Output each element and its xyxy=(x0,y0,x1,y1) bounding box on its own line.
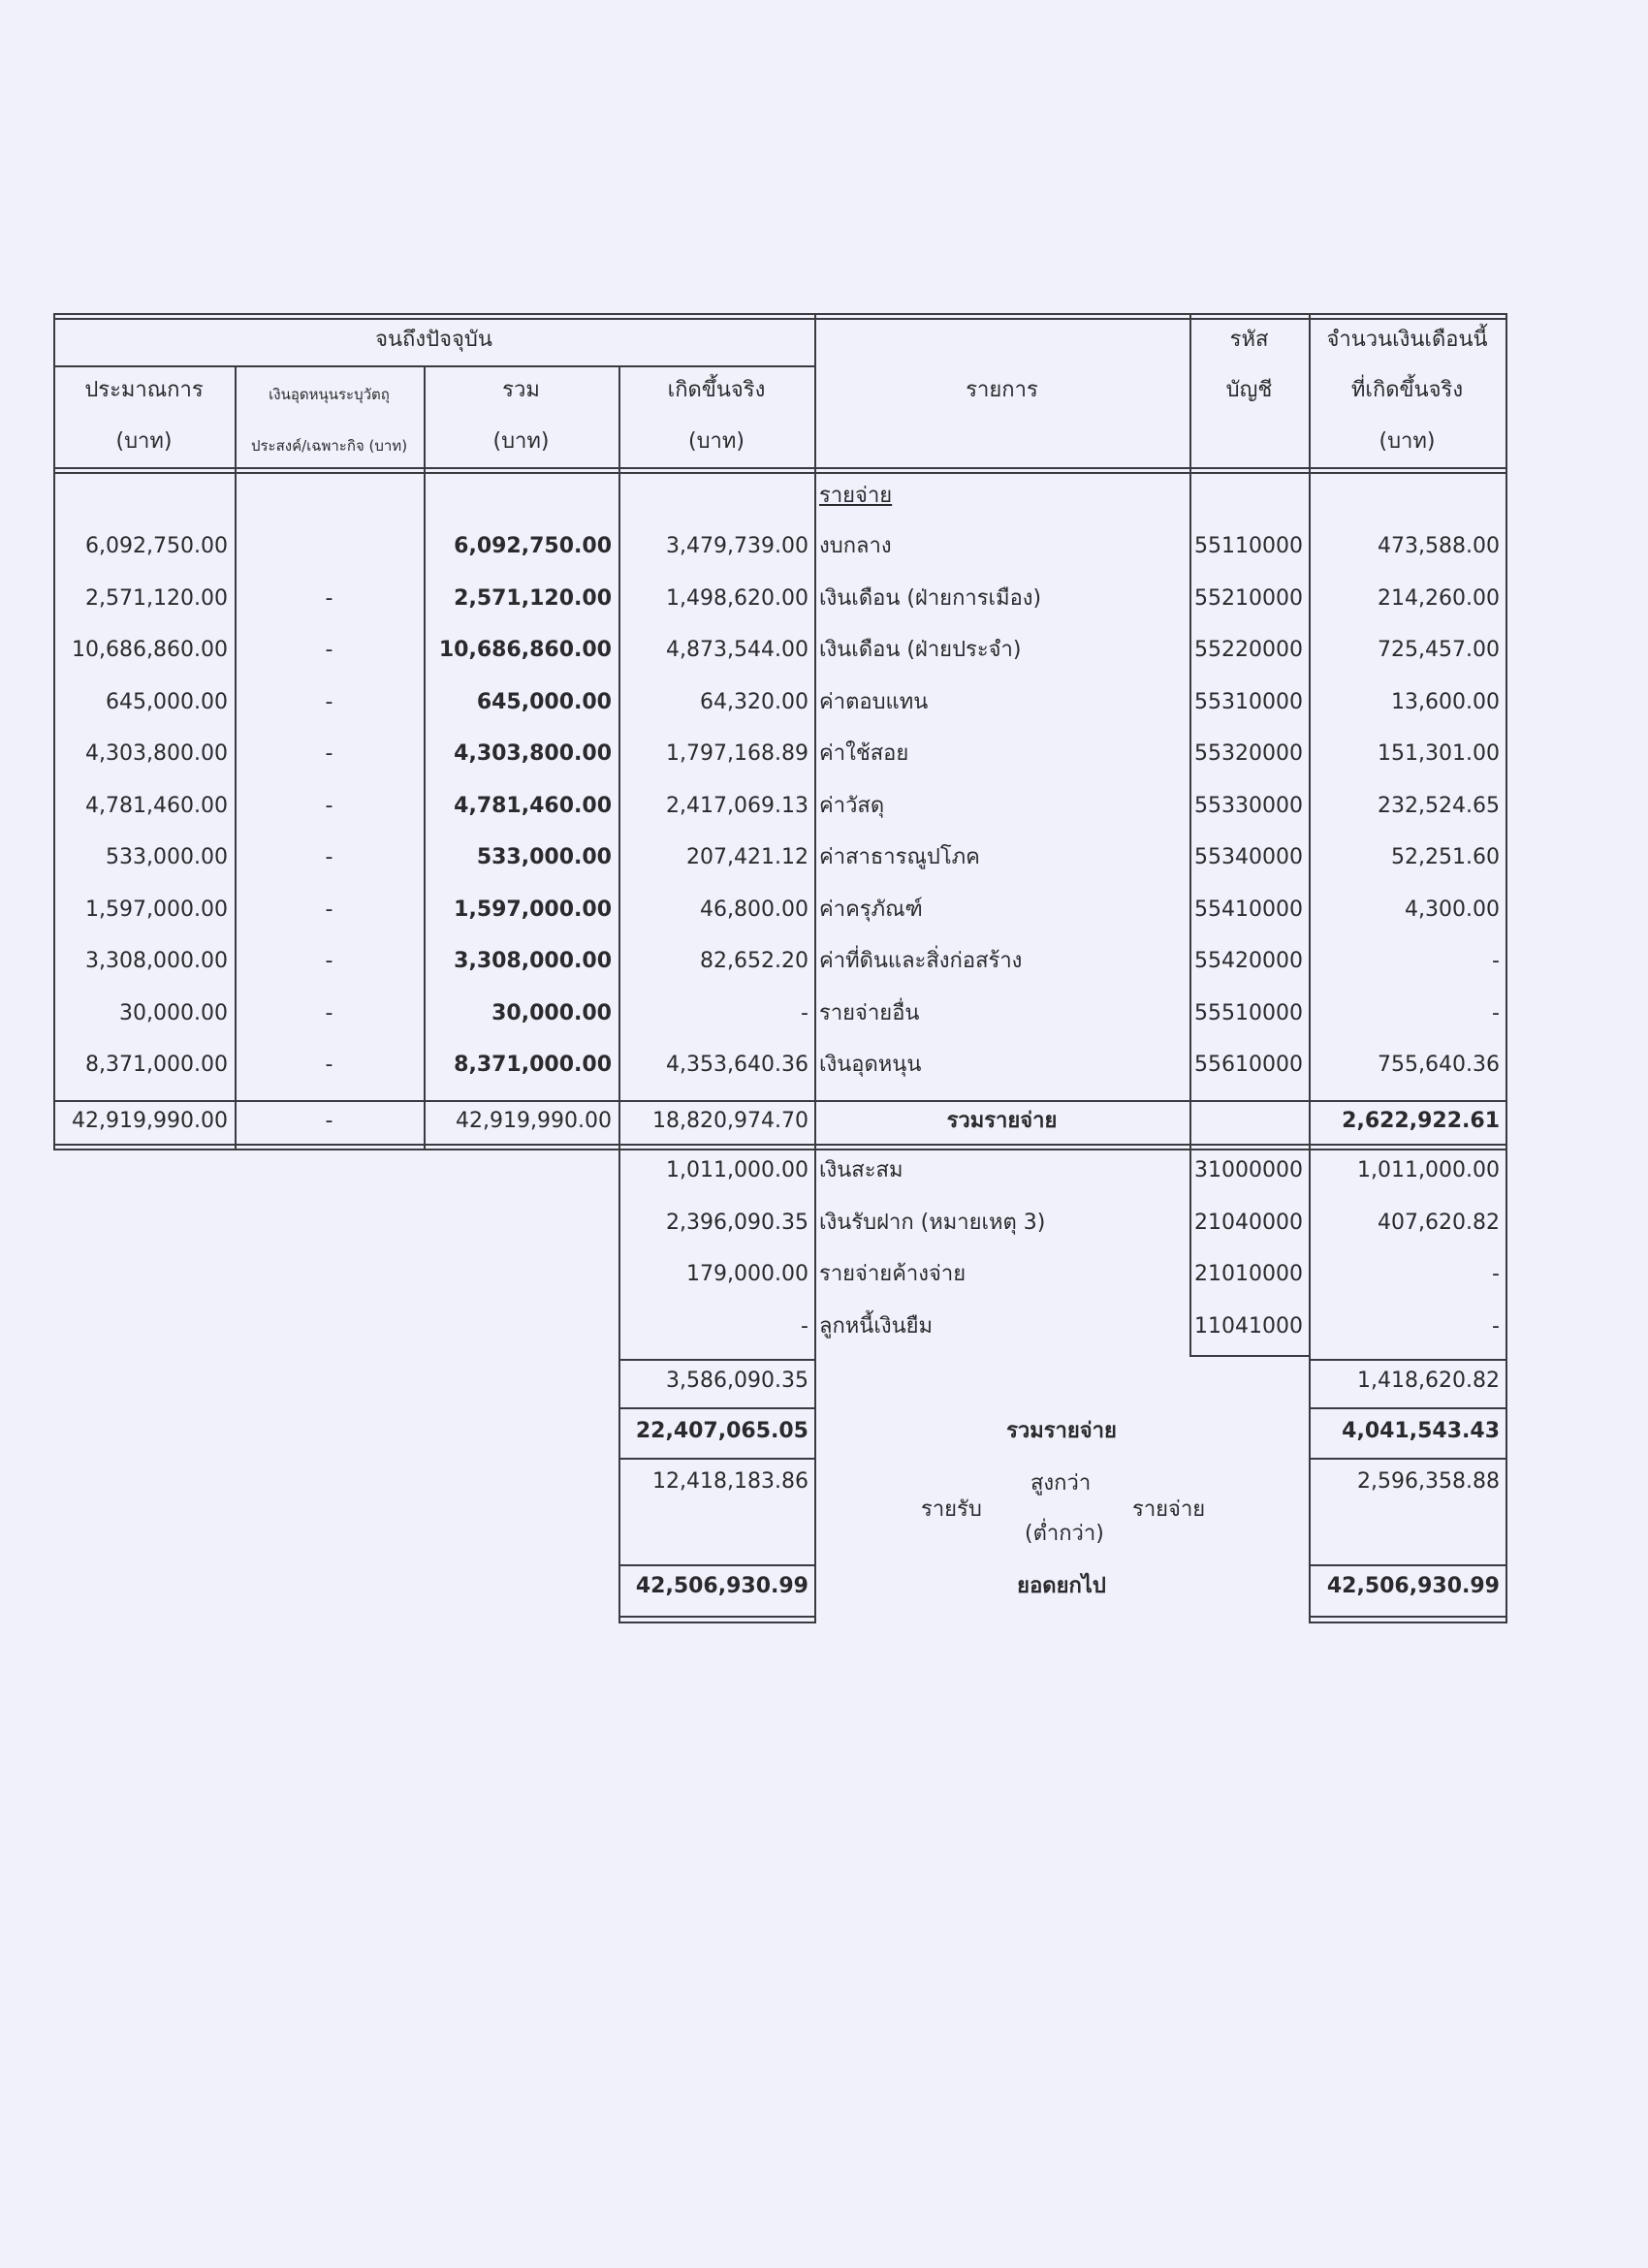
row-estimate: 533,000.00 xyxy=(106,845,228,869)
row-subsidy: - xyxy=(325,741,333,766)
carried-forward-label: ยอดยกไป xyxy=(1017,1574,1106,1598)
row-item: เงินอุดหนุน xyxy=(819,1053,922,1077)
row-subsidy: - xyxy=(325,1053,333,1077)
header-item: รายการ xyxy=(966,378,1038,402)
row-actual: 1,797,168.89 xyxy=(666,741,808,766)
row-code: 55110000 xyxy=(1194,534,1303,558)
row-item: ค่าสาธารณูปโภค xyxy=(819,845,980,869)
difference-income-label: รายรับ xyxy=(921,1497,982,1522)
row-estimate: 645,000.00 xyxy=(106,689,228,714)
row-month: 725,457.00 xyxy=(1378,638,1500,662)
row-total: 6,092,750.00 xyxy=(454,534,612,558)
total-month: 2,622,922.61 xyxy=(1342,1109,1500,1133)
row-actual: - xyxy=(801,1000,808,1025)
row-subsidy: - xyxy=(325,1000,333,1025)
row-subsidy: - xyxy=(325,689,333,714)
row-code: 55310000 xyxy=(1194,689,1303,714)
row-code: 55410000 xyxy=(1194,897,1303,922)
row-total: 4,781,460.00 xyxy=(454,793,612,818)
other-row-month: - xyxy=(1492,1313,1500,1339)
subtotal-month: 1,418,620.82 xyxy=(1357,1369,1500,1393)
header-estimate-unit: (บาท) xyxy=(115,429,173,454)
row-item: งบกลาง xyxy=(819,534,892,558)
row-estimate: 2,571,120.00 xyxy=(85,585,228,611)
row-item: รายจ่ายอื่น xyxy=(819,1000,920,1025)
other-row-month: - xyxy=(1492,1262,1500,1286)
row-month: 755,640.36 xyxy=(1378,1053,1500,1077)
row-item: เงินเดือน (ฝ่ายประจำ) xyxy=(819,638,1022,662)
header-actual-unit: (บาท) xyxy=(688,429,745,454)
row-code: 55220000 xyxy=(1194,638,1303,662)
row-actual: 82,652.20 xyxy=(700,949,808,973)
row-month: 473,588.00 xyxy=(1378,534,1500,558)
subtotal-actual: 3,586,090.35 xyxy=(666,1369,808,1393)
header-total-unit: (บาท) xyxy=(492,429,550,454)
other-row-item: รายจ่ายค้างจ่าย xyxy=(819,1262,967,1286)
row-item: ค่าใช้สอย xyxy=(819,741,909,766)
row-subsidy: - xyxy=(325,638,333,662)
header-month-unit: (บาท) xyxy=(1379,429,1436,454)
total-actual: 18,820,974.70 xyxy=(652,1109,808,1133)
difference-expense-label: รายจ่าย xyxy=(1132,1497,1206,1522)
row-code: 55210000 xyxy=(1194,585,1303,611)
row-estimate: 10,686,860.00 xyxy=(72,638,228,662)
total-subsidy: - xyxy=(325,1109,333,1133)
other-row-item: เงินสะสม xyxy=(819,1158,903,1182)
row-month: 151,301.00 xyxy=(1378,741,1500,766)
row-month: 52,251.60 xyxy=(1391,845,1500,869)
row-subsidy: - xyxy=(325,949,333,973)
header-total: รวม xyxy=(502,378,540,402)
row-subsidy: - xyxy=(325,897,333,922)
row-actual: 64,320.00 xyxy=(700,689,808,714)
row-item: เงินเดือน (ฝ่ายการเมือง) xyxy=(819,585,1042,611)
header-subsidy: เงินอุดหนุนระบุวัตถุ xyxy=(269,386,390,403)
row-item: ค่าครุภัณฑ์ xyxy=(819,897,923,922)
row-month: 232,524.65 xyxy=(1378,793,1500,818)
row-subsidy: - xyxy=(325,845,333,869)
row-estimate: 3,308,000.00 xyxy=(85,949,228,973)
row-item: ค่าตอบแทน xyxy=(819,689,929,714)
row-month: - xyxy=(1492,1000,1500,1025)
total-estimate: 42,919,990.00 xyxy=(72,1109,228,1133)
row-total: 4,303,800.00 xyxy=(454,741,612,766)
difference-month: 2,596,358.88 xyxy=(1357,1469,1500,1494)
other-row-actual: 179,000.00 xyxy=(686,1262,808,1286)
row-total: 8,371,000.00 xyxy=(454,1053,612,1077)
other-row-actual: 1,011,000.00 xyxy=(666,1158,808,1182)
header-month: จำนวนเงินเดือนนี้ xyxy=(1326,328,1488,352)
other-row-item: ลูกหนี้เงินยืม xyxy=(819,1313,934,1339)
row-total: 30,000.00 xyxy=(491,1000,612,1025)
other-row-actual: - xyxy=(801,1313,808,1339)
header-subsidy-unit: ประสงค์/เฉพาะกิจ (บาท) xyxy=(250,437,408,455)
grand-total-actual: 22,407,065.05 xyxy=(635,1419,808,1443)
other-row-code: 21010000 xyxy=(1194,1262,1303,1286)
row-month: 214,260.00 xyxy=(1378,585,1500,611)
row-total: 3,308,000.00 xyxy=(454,949,612,973)
row-estimate: 4,781,460.00 xyxy=(85,793,228,818)
header-actual: เกิดขึ้นจริง xyxy=(667,378,766,402)
row-total: 645,000.00 xyxy=(476,689,612,714)
header-estimate: ประมาณการ xyxy=(84,378,204,402)
other-row-code: 31000000 xyxy=(1194,1158,1303,1182)
row-total: 2,571,120.00 xyxy=(454,585,612,611)
other-row-code: 11041000 xyxy=(1194,1313,1303,1339)
row-code: 55320000 xyxy=(1194,741,1303,766)
row-month: 13,600.00 xyxy=(1391,689,1500,714)
other-row-item: เงินรับฝาก (หมายเหตุ 3) xyxy=(819,1210,1046,1235)
grand-total-label: รวมรายจ่าย xyxy=(1006,1419,1117,1443)
row-actual: 207,421.12 xyxy=(686,845,808,869)
row-item: ค่าวัสดุ xyxy=(819,793,885,818)
row-total: 1,597,000.00 xyxy=(454,897,612,922)
row-actual: 2,417,069.13 xyxy=(666,793,808,818)
row-code: 55420000 xyxy=(1194,949,1303,973)
other-row-actual: 2,396,090.35 xyxy=(666,1210,808,1235)
row-actual: 46,800.00 xyxy=(700,897,808,922)
row-actual: 4,353,640.36 xyxy=(666,1053,808,1077)
row-code: 55330000 xyxy=(1194,793,1303,818)
other-row-month: 1,011,000.00 xyxy=(1357,1158,1500,1182)
difference-actual: 12,418,183.86 xyxy=(652,1469,808,1494)
row-estimate: 6,092,750.00 xyxy=(85,534,228,558)
other-row-code: 21040000 xyxy=(1194,1210,1303,1235)
row-subsidy: - xyxy=(325,585,333,611)
header-code: รหัส xyxy=(1229,328,1269,352)
carried-forward-month: 42,506,930.99 xyxy=(1326,1574,1500,1598)
row-estimate: 30,000.00 xyxy=(119,1000,228,1025)
header-code-2: บัญชี xyxy=(1225,378,1273,402)
carried-forward-actual: 42,506,930.99 xyxy=(635,1574,808,1598)
row-subsidy: - xyxy=(325,793,333,818)
row-code: 55610000 xyxy=(1194,1053,1303,1077)
row-code: 55510000 xyxy=(1194,1000,1303,1025)
difference-higher-label: สูงกว่า xyxy=(1030,1471,1092,1496)
row-actual: 3,479,739.00 xyxy=(666,534,808,558)
section-label-expense: รายจ่าย xyxy=(819,484,893,508)
row-actual: 4,873,544.00 xyxy=(666,638,808,662)
total-total: 42,919,990.00 xyxy=(456,1109,612,1133)
grand-total-month: 4,041,543.43 xyxy=(1342,1419,1500,1443)
total-label: รวมรายจ่าย xyxy=(946,1109,1058,1133)
row-month: 4,300.00 xyxy=(1405,897,1500,922)
row-estimate: 4,303,800.00 xyxy=(85,741,228,766)
row-total: 533,000.00 xyxy=(476,845,612,869)
row-actual: 1,498,620.00 xyxy=(666,585,808,611)
other-row-month: 407,620.82 xyxy=(1378,1210,1500,1235)
row-month: - xyxy=(1492,949,1500,973)
header-to-date: จนถึงปัจจุบัน xyxy=(375,328,492,352)
row-item: ค่าที่ดินและสิ่งก่อสร้าง xyxy=(819,949,1023,973)
difference-lower-label: (ต่ำกว่า) xyxy=(1025,1522,1104,1546)
row-estimate: 8,371,000.00 xyxy=(85,1053,228,1077)
row-total: 10,686,860.00 xyxy=(438,638,612,662)
row-estimate: 1,597,000.00 xyxy=(85,897,228,922)
header-month-2: ที่เกิดขึ้นจริง xyxy=(1350,378,1464,402)
row-code: 55340000 xyxy=(1194,845,1303,869)
